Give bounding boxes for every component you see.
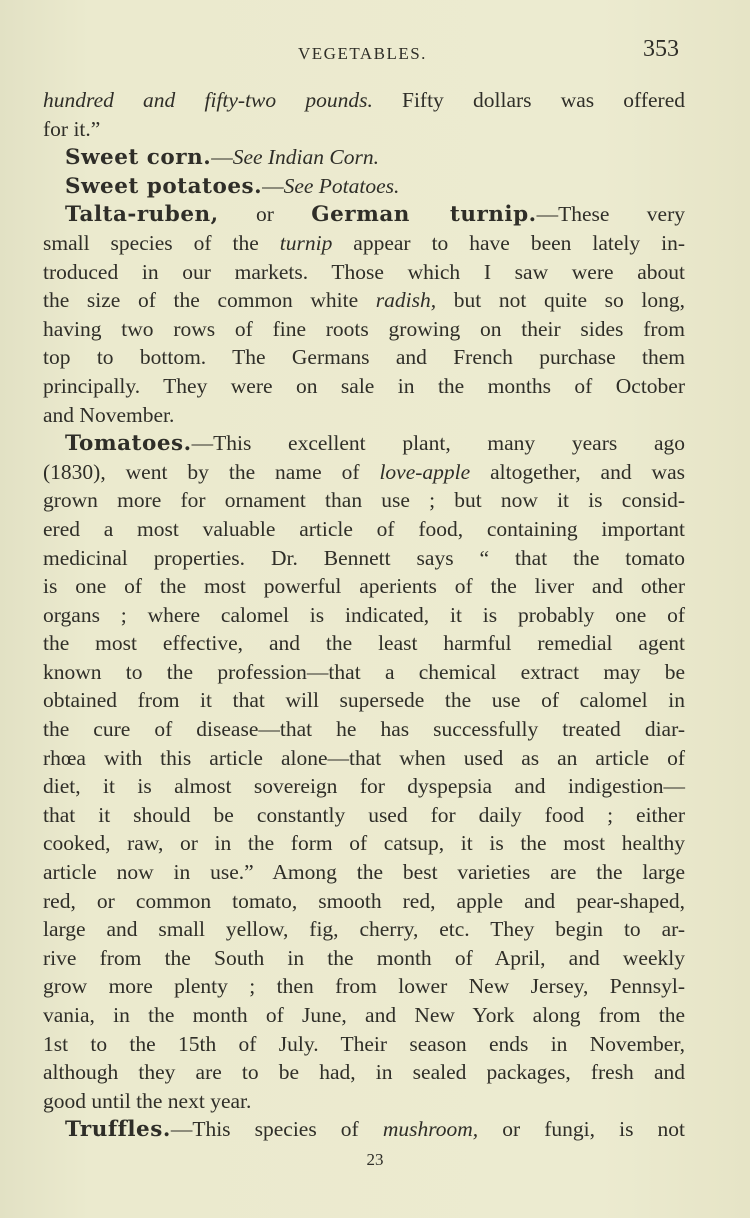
italic-word: turnip <box>279 230 333 255</box>
entry-heading: Tomatoes. <box>65 431 192 457</box>
italic-phrase: hundred and fifty-two pounds. <box>43 88 373 112</box>
page-header <box>0 36 750 66</box>
entry-truffles: Truffles.—This species of mushroom, or fungi, is not <box>65 1117 686 1143</box>
text-line: principally. They were on sale in the months of October <box>43 373 685 398</box>
text-line: rive from the South in the month of April, and weekly <box>43 945 685 970</box>
entry-heading: Truffles. <box>65 1117 171 1143</box>
entry-talta-ruben: Talta-ruben, or German turnip.—These very <box>65 202 685 228</box>
text-line: 1st to the 15th of July. Their season ends in November, <box>43 1031 685 1056</box>
text-line: good until the next year. <box>43 1088 252 1113</box>
text-line: large and small yellow, fig, cherry, etc. They begin to ar- <box>43 917 685 942</box>
text-line: for it.” <box>43 116 101 141</box>
text-line: the size of the common white radish, but not quite so long, <box>43 288 685 313</box>
text-line: and November. <box>43 402 175 427</box>
entry-heading: Sweet corn. <box>65 145 212 171</box>
text-line: obtained from it that will supersede the use of calomel in <box>43 688 685 713</box>
signature-mark: 23 <box>366 1150 384 1169</box>
text-line: known to the profession—that a chemical extract may be <box>43 659 685 684</box>
text-line: the most effective, and the least harmful remedial agent <box>43 631 685 656</box>
text-line: having two rows of fine roots growing on their sides from <box>43 316 685 341</box>
text-line: hundred and fifty-two pounds. Fifty dollars was offered <box>43 88 685 112</box>
cross-reference: See Potatoes. <box>283 173 400 198</box>
entry-tomatoes: Tomatoes.—This excellent plant, many years ago <box>65 431 685 457</box>
text-line: the cure of disease—that he has successfully treated diar- <box>43 717 685 742</box>
text-line: troduced in our markets. Those which I saw were about <box>43 259 685 284</box>
entry-heading: Talta-ruben, <box>65 202 219 228</box>
text-line: red, or common tomato, smooth red, apple and pear-shaped, <box>43 888 685 913</box>
italic-phrase: love-apple <box>379 459 471 484</box>
text-line: rhœa with this article alone—that when used as an article of <box>43 745 685 770</box>
body-text <box>43 86 685 1144</box>
text-line: (1830), went by the name of love-apple altogether, and was <box>43 459 685 484</box>
text-line: medicinal properties. Dr. Bennett says “ that the tomato <box>43 545 685 570</box>
text-line: cooked, raw, or in the form of catsup, it is the most healthy <box>43 831 685 856</box>
text-line: article now in use.” Among the best varieties are the large <box>43 860 685 885</box>
text-line: organs ; where calomel is indicated, it is probably one of <box>43 602 685 627</box>
cross-reference: See Indian Corn. <box>232 145 379 170</box>
text-line: small species of the turnip appear to have been lately in- <box>43 230 685 255</box>
text-line: top to bottom. The Germans and French purchase them <box>43 345 685 370</box>
text-line: that it should be constantly used for daily food ; either <box>43 802 685 827</box>
italic-word: mushroom, <box>382 1117 479 1142</box>
entry-heading: German turnip. <box>311 202 537 228</box>
text-line: ered a most valuable article of food, containing important <box>43 516 685 541</box>
page-number: 353 <box>643 36 679 62</box>
text-line: grown more for ornament than use ; but now it is consid- <box>43 488 685 513</box>
text-line: grow more plenty ; then from lower New Jersey, Pennsyl- <box>43 974 685 999</box>
running-head: VEGETABLES. <box>298 44 427 63</box>
entry-heading: Sweet potatoes. <box>65 173 263 199</box>
text-line: is one of the most powerful aperients of the liver and other <box>43 574 685 599</box>
entry-sweet-corn: Sweet corn.—See Indian Corn. <box>65 145 379 171</box>
entry-sweet-potatoes: Sweet potatoes.—See Potatoes. <box>65 173 400 199</box>
text-line: vania, in the month of June, and New York along from the <box>43 1003 685 1027</box>
italic-word: radish, <box>375 288 437 313</box>
text-line: diet, it is almost sovereign for dyspepsia and indigestion— <box>43 774 685 799</box>
text-line: although they are to be had, in sealed packages, fresh and <box>43 1060 685 1085</box>
